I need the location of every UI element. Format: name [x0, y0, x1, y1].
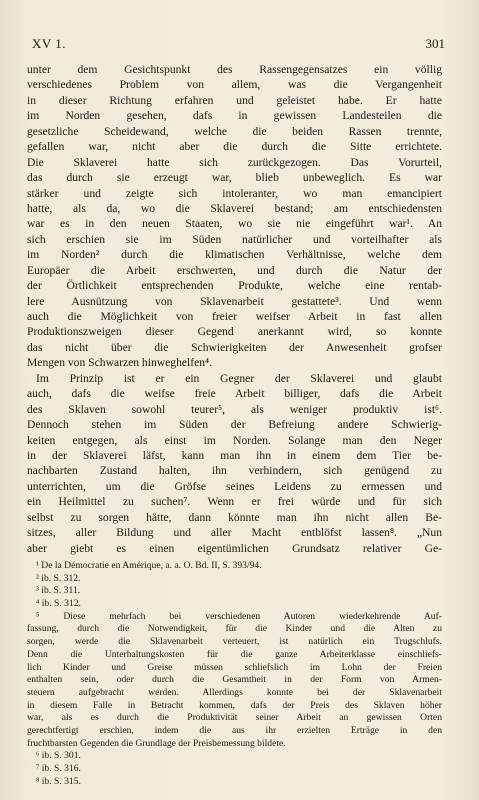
footnotes — [27, 560, 442, 788]
footnote-line: ⁷ ib. S. 316. — [36, 763, 81, 774]
text-line: selbst zu sorgen hätte, dann könnte man ihn nicht allen Be- — [27, 510, 442, 524]
page-number: 301 — [425, 36, 445, 51]
text-line: keiten entgegen, als einst im Norden. Solange man den Neger — [27, 433, 442, 447]
text-line: im Norden² durch die klimatischen Verhältnisse, welche dem — [27, 248, 442, 262]
text-line: in dieser Richtung erfahren und geleistet habe. Er hatte — [27, 93, 442, 107]
text-line: auch die Möglichkeit von freier weifser Arbeit in fast allen — [27, 310, 442, 323]
text-line: im Norden gesehen, dafs in gewissen Landesteilen die — [27, 109, 442, 123]
footnote-line: lich Kinder und Greise müssen schliefslich im Lohn der Freien — [27, 661, 442, 673]
text-line: der Örtlichkeit entsprechenden Produkte, welche eine rentab- — [27, 279, 442, 293]
footnote-line: ⁶ ib. S. 301. — [36, 750, 81, 762]
text-line: sich erschien sie im Süden natürlicher und vorteilhafter als — [27, 232, 442, 246]
text-line: unterrichten, um die Gröfse seines Leidens zu ermessen und — [27, 479, 442, 493]
body-text — [27, 62, 442, 556]
text-line: des Sklaven sowohl teurer⁵, als weniger produktiv ist⁶. — [27, 402, 442, 416]
footnote-line: ⁴ ib. S. 312. — [36, 598, 81, 610]
footnote-line: ³ ib. S. 311. — [36, 585, 81, 597]
text-line: Im Prinzip ist er ein Gegner der Sklaverei und glaubt — [36, 371, 442, 385]
footnote-line: ⁵ Diese mehrfach bei verschiedenen Autoren wiederkehrende Auf- — [36, 610, 442, 622]
text-line: das durch sie erzeugt war, blieb unbeweglich. Es war — [27, 171, 442, 185]
text-line: gefallen war, nicht aber die durch die Sitte errichtete. — [27, 140, 442, 154]
footnote-line: enthalten sein, oder durch die Gesamtheit in der Form von Armen- — [27, 674, 442, 686]
chapter-label: XV 1. — [32, 36, 67, 51]
footnote-line: ² ib. S. 312. — [36, 572, 81, 584]
text-line: Mengen von Schwarzen hinweghelfen⁴. — [27, 356, 212, 370]
footnote-line: fruchtbarsten Gegenden die Grundlage der Preisbemessung bildete. — [27, 737, 286, 749]
text-line: aber giebt es einen eigentümlichen Grundsatz relativer Ge- — [27, 541, 442, 555]
footnote-line: sorgen, werde die Sklavenarbeit verteuert, ist natürlich ein Trugschlufs. — [27, 636, 442, 648]
footnote-line: Denn die Unterhaltungskosten für die ganze Arbeiterklasse einschliefs- — [27, 648, 442, 660]
text-line: Die Sklaverei hatte sich zurückgezogen. Das Vorurteil, — [27, 155, 442, 169]
text-line: verschiedenes Problem von allem, was die Vergangenheit — [27, 78, 442, 92]
running-header — [32, 36, 445, 52]
text-line: sitzes, aller Bildung und aller Macht entblöfst lassen⁸. „Nun — [27, 526, 442, 540]
text-line: Dennoch stehen im Süden der Befreiung andere Schwierig- — [27, 418, 442, 432]
text-line: Europäer die Arbeit erschwerten, und durch die Natur der — [27, 263, 442, 277]
text-line: hatte, als da, wo die Sklaverei bestand; am entschiedensten — [27, 201, 442, 215]
text-line: stärker und zeigte sich intoleranter, wo man emancipiert — [27, 186, 442, 200]
footnote-line: in diesem Falle in Betracht kommen, dafs der Preis des Sklaven höher — [27, 699, 442, 711]
footnote-line: fassung, durch die Notwendigkeit, für die Kinder und die Alten zu — [27, 623, 442, 635]
text-line: ein Heilmittel zu suchen⁷. Wenn er frei würde und für sich — [27, 495, 442, 509]
footnote-line: steuern aufgebracht werden. Allerdings konnte bei der Sklavenarbeit — [27, 686, 442, 698]
text-line: auch, dafs die weifse freie Arbeit billiger, dafs die Arbeit — [27, 387, 442, 401]
footnote-line: ⁸ ib. S. 315. — [36, 775, 81, 787]
footnote-line: war, als es durch die Produktivität seiner Arbeit an gewissen Orten — [27, 712, 442, 724]
footnote-line: gerechtfertigt erschien, indem die aus ihr erzielten Erträge in den — [27, 724, 442, 736]
text-line: Produktionszweigen dieser Gegend anerkannt wird, so konnte — [27, 325, 442, 339]
text-line: unter dem Gesichtspunkt des Rassengegensatzes ein völlig — [27, 63, 442, 76]
text-line: in der Sklaverei läfst, kann man ihn in einem dem Tier be- — [27, 448, 442, 462]
text-line: nachbarten Zustand halten, ihn verhindern, sich genügend zu — [27, 464, 442, 478]
text-line: das nicht über die Schwierigkeiten der Anwesenheit grofser — [27, 340, 442, 354]
footnote-line: ¹ De la Démocratie en Amérique, a. a. O. Bd. II, S. 393/94. — [36, 560, 262, 571]
text-line: gesetzliche Scheidewand, welche die beiden Rassen trennte, — [27, 124, 442, 138]
text-line: war es in den neuen Staaten, wo sie nie eingeführt war¹. An — [27, 217, 442, 231]
text-line: lere Ausnützung von Sklavenarbeit gestattete³. Und wenn — [27, 294, 442, 308]
